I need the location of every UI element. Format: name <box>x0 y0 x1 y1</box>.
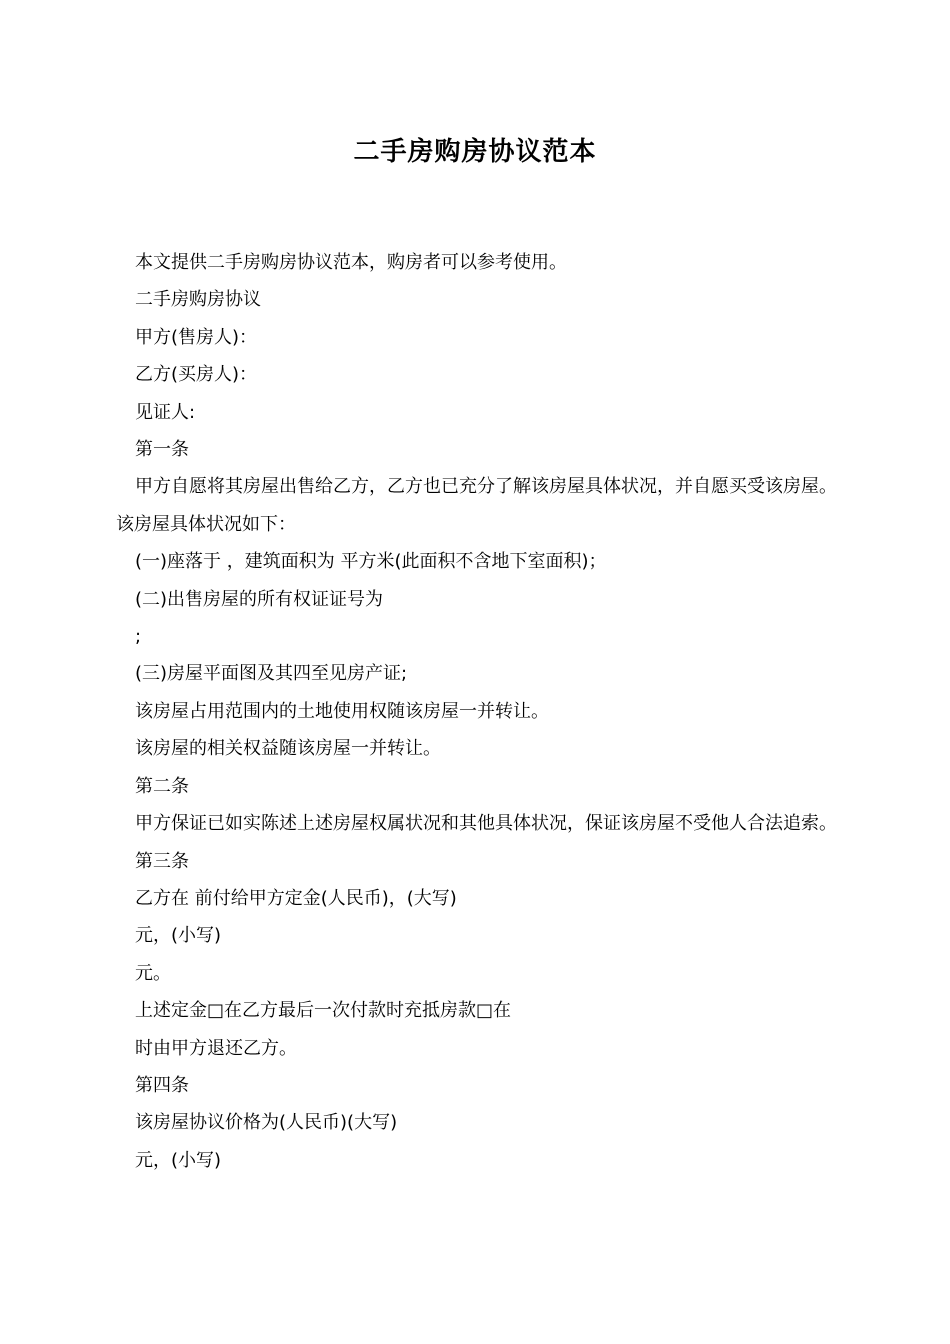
article-4-heading: 第四条 <box>135 1074 189 1096</box>
article-2-heading: 第二条 <box>135 775 189 797</box>
article-3-deposit-lower: 元，(小写) <box>135 925 222 947</box>
paragraph-party-b: 乙方(买房人)： <box>135 364 258 386</box>
article-1-text: 甲方自愿将其房屋出售给乙方，乙方也已充分了解该房屋具体状况，并自愿买受该房屋。该房屋具体状况如下： <box>116 476 837 535</box>
article-1-item-1: (一)座落于 ，建筑面积为 平方米(此面积不含地下室面积)； <box>135 551 607 573</box>
article-3-heading: 第三条 <box>135 850 189 872</box>
article-1-item-2: (二)出售房屋的所有权证证号为 <box>135 588 384 610</box>
article-1-land-rights: 该房屋占用范围内的土地使用权随该房屋一并转让。 <box>135 700 549 722</box>
article-3-deposit: 乙方在 前付给甲方定金(人民币)，(大写) <box>135 887 457 909</box>
document-body <box>116 244 840 1179</box>
article-3-deposit-refund: 时由甲方退还乙方。 <box>135 1037 297 1059</box>
article-4-price: 该房屋协议价格为(人民币)(大写) <box>135 1112 398 1134</box>
article-1-item-2-end: ; <box>135 626 142 648</box>
article-2-text: 甲方保证已如实陈述上述房屋权属状况和其他具体状况，保证该房屋不受他人合法追索。 <box>135 813 837 835</box>
article-3-deposit-end: 元。 <box>135 962 171 984</box>
paragraph-witness: 见证人: <box>135 401 196 423</box>
article-1-heading: 第一条 <box>135 439 189 461</box>
document-title: 二手房购房协议范本 <box>353 137 597 167</box>
paragraph-party-a: 甲方(售房人)： <box>135 326 258 348</box>
article-3-deposit-use: 上述定金□在乙方最后一次付款时充抵房款□在 <box>135 1000 512 1022</box>
article-4-price-lower: 元，(小写) <box>135 1149 222 1171</box>
article-1-item-3: (三)房屋平面图及其四至见房产证; <box>135 663 408 685</box>
paragraph-agreement-name: 二手房购房协议 <box>135 289 261 311</box>
article-1-related-rights: 该房屋的相关权益随该房屋一并转让。 <box>135 738 441 760</box>
paragraph-intro: 本文提供二手房购房协议范本，购房者可以参考使用。 <box>135 252 567 273</box>
